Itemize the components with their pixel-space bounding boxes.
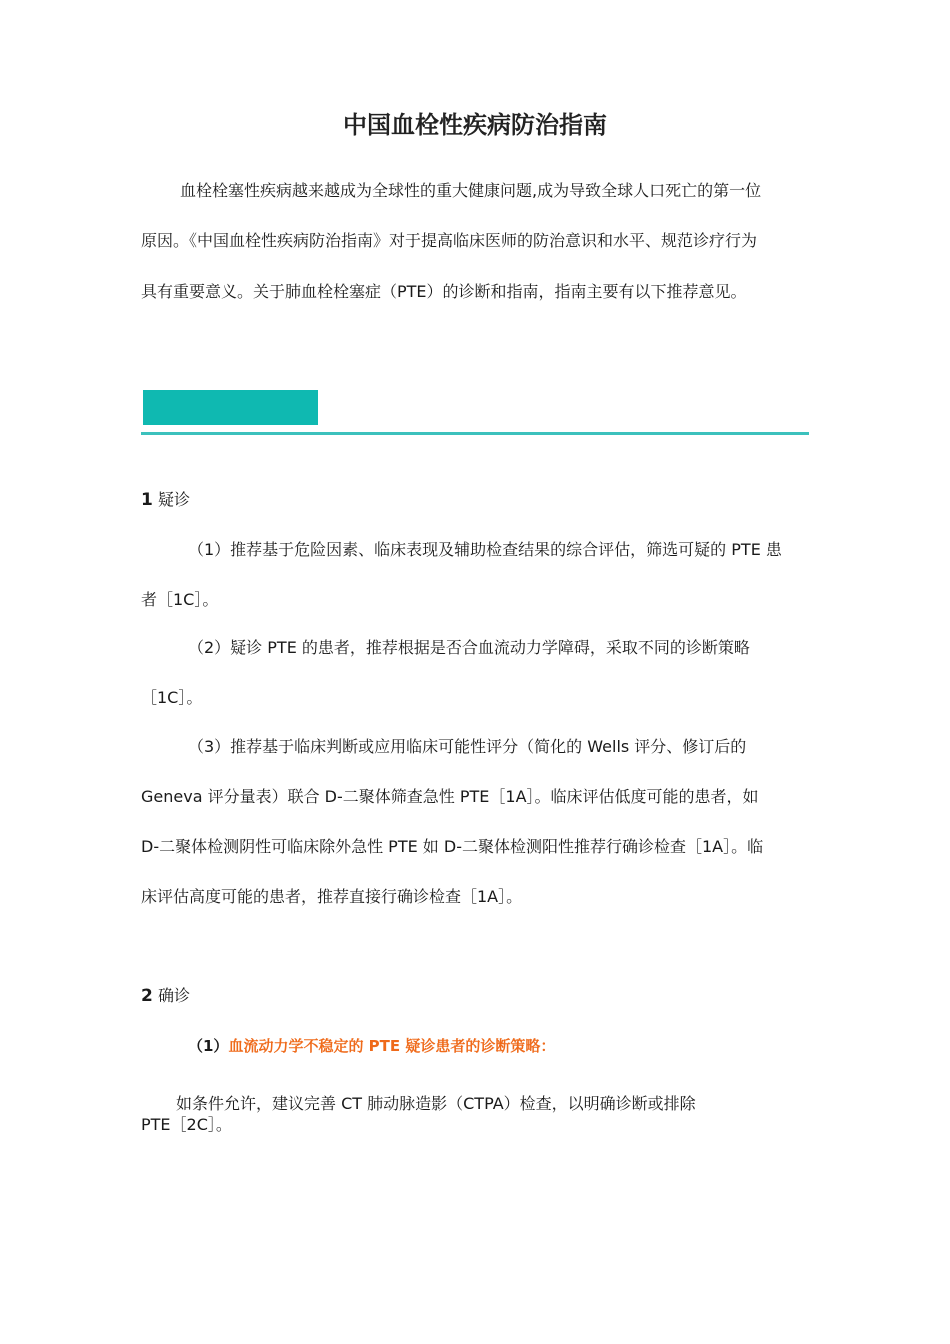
section-1-line: （2）疑诊 PTE 的患者，推荐根据是否合血流动力学障碍，采取不同的诊断策略 xyxy=(188,638,750,657)
section-title: 确诊 xyxy=(157,986,190,1005)
section-2-line: 如条件允许，建议完善 CT 肺动脉造影（CTPA）检查，以明确诊断或排除 xyxy=(176,1094,696,1113)
section-1-line: D-二聚体检测阴性可临床除外急性 PTE 如 D-二聚体检测阳性推荐行确诊检查［1A］。临 xyxy=(141,837,764,856)
section-heading-1 xyxy=(141,490,190,510)
section-1-line: （3）推荐基于临床判断或应用临床可能性评分（简化的 Wells 评分、修订后的 xyxy=(188,737,747,756)
section-1-line: Geneva 评分量表）联合 D-二聚体筛查急性 PTE［1A］。临床评估低度可能的患者，如 xyxy=(141,787,759,806)
section-1-line: 者［1C］。 xyxy=(141,590,219,609)
section-divider xyxy=(141,432,809,435)
section-2-line: PTE［2C］。 xyxy=(141,1115,232,1134)
section-header-block xyxy=(143,390,318,425)
page-title: 中国血栓性疾病防治指南 xyxy=(343,111,607,139)
section-heading-2 xyxy=(141,986,190,1006)
section-1-line: ［1C］。 xyxy=(141,688,203,707)
section-number: 1 xyxy=(141,490,153,510)
intro-line: 具有重要意义。关于肺血栓栓塞症（PTE）的诊断和指南，指南主要有以下推荐意见。 xyxy=(141,282,747,301)
subheading-number: （1） xyxy=(188,1037,229,1055)
section-1-line: 床评估高度可能的患者，推荐直接行确诊检查［1A］。 xyxy=(141,887,523,906)
highlighted-subheading xyxy=(188,1036,555,1056)
intro-line: 血栓栓塞性疾病越来越成为全球性的重大健康问题,成为导致全球人口死亡的第一位 xyxy=(180,181,762,200)
subheading-text: 血流动力学不稳定的 PTE 疑诊患者的诊断策略： xyxy=(228,1037,556,1055)
section-1-line: （1）推荐基于危险因素、临床表现及辅助检查结果的综合评估，筛选可疑的 PTE 患 xyxy=(188,540,782,559)
section-title: 疑诊 xyxy=(157,490,190,509)
section-number: 2 xyxy=(141,986,153,1006)
intro-line: 原因。《中国血栓性疾病防治指南》对于提高临床医师的防治意识和水平、规范诊疗行为 xyxy=(141,231,758,250)
